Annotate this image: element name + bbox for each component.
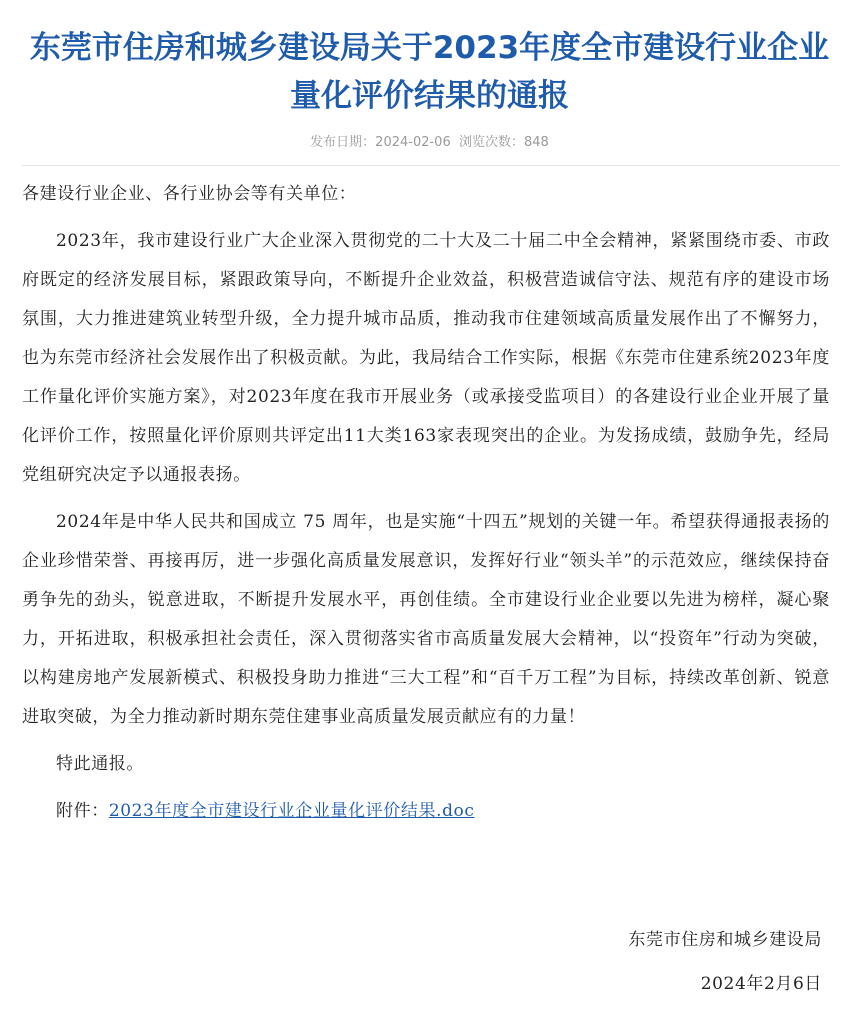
article-title: 东莞市住房和城乡建设局关于2023年度全市建设行业企业量化评价结果的通报 [29, 30, 830, 114]
attachment-link[interactable]: 2023年度全市建设行业企业量化评价结果.doc [108, 801, 475, 821]
attachment-label: 附件： [56, 801, 109, 821]
attachment-line [22, 792, 830, 831]
signature-org: 东莞市住房和城乡建设局 [628, 930, 822, 950]
body-paragraph: 2023年，我市建设行业广大企业深入贯彻党的二十大及二十届二中全会精神，紧紧围绕市委、市政府既定的经济发展目标，紧跟政策导向，不断提升企业效益，积极营造诚信守法、规范有序的建设市场氛围，大力推进建筑业转型升级，全力提升城市品质，推动我市住建领域高质量发展作出了不懈努力，也为东莞市经济社会发展作出了积极贡献。为此，我局结合工作实际，根据《东莞市住建系统2023年度工作量化评价实施方案》，对2023年度在我市开展业务（或承接受监项目）的各建设行业企业开展了量化评价工作，按照量化评价原则共评定出11大类163家表现突出的企业。为发扬成绩，鼓励争先，经局党组研究决定予以通报表扬。 [22, 231, 830, 485]
salutation: 各建设行业企业、各行业协会等有关单位： [22, 184, 357, 204]
publish-date-label: 发布日期： [310, 135, 376, 150]
view-count-label: 浏览次数： [459, 135, 525, 150]
signature-date: 2024年2月6日 [700, 974, 822, 994]
body-paragraph: 2024年是中华人民共和国成立 75 周年，也是实施“十四五”规划的关键一年。希望获得通报表扬的企业珍惜荣誉、再接再厉，进一步强化高质量发展意识，发挥好行业“领头羊”的示范效应，继续保持奋勇争先的劲头，锐意进取，不断提升发展水平，再创佳绩。全市建设行业企业要以先进为榜样，凝心聚力，开拓进取，积极承担社会责任，深入贯彻落实省市高质量发展大会精神，以“投资年”行动为突破，以构建房地产发展新模式、积极投身助力推进“三大工程”和“百千万工程”为目标，持续改革创新、锐意进取突破，为全力推动新时期东莞住建事业高质量发展贡献应有的力量！ [22, 512, 830, 727]
article-body [22, 175, 830, 839]
view-count: 848 [524, 135, 549, 150]
closing-remark: 特此通报。 [56, 754, 144, 774]
meta-divider [22, 165, 840, 166]
article-meta [0, 133, 859, 153]
publish-date: 2024-02-06 [375, 135, 451, 150]
